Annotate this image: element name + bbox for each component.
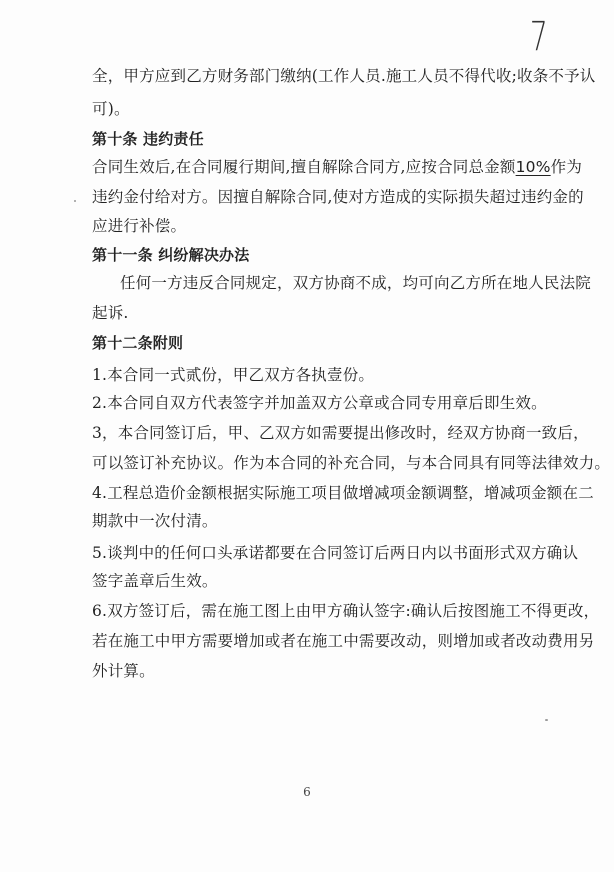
text-line: 可)。 [92, 100, 130, 118]
text-line [92, 157, 582, 177]
text-line: 应进行补偿。 [92, 217, 187, 235]
text-line: 可以签订补充协议。作为本合同的补充合同，与本合同具有同等法律效力。 [92, 454, 611, 472]
clause-6: 6.双方签订后，需在施工图上由甲方确认签字:确认后按图施工不得更改， [92, 602, 600, 620]
section-heading-10: 第十条 违约责任 [92, 130, 204, 148]
clause-2: 2.本合同自双方代表签字并加盖双方公章或合同专用章后即生效。 [92, 394, 547, 412]
text-line: 全，甲方应到乙方财务部门缴纳(工作人员.施工人员不得代收;收条不予认 [92, 67, 596, 85]
penalty-percentage: 10% [515, 158, 551, 176]
handwritten-page-mark: 7 [529, 14, 548, 60]
page-number: 6 [303, 785, 311, 799]
clause-3: 3，本合同签订后，甲、乙双方如需要提出修改时，经双方协商一致后， [92, 424, 589, 442]
text-line: 任何一方违反合同规定，双方协商不成，均可向乙方所在地人民法院 [120, 274, 592, 292]
section-heading-11: 第十一条 纠纷解决办法 [92, 246, 250, 264]
text-segment: 合同生效后,在合同履行期间,擅自解除合同方,应按合同总金额 [92, 158, 516, 176]
text-line: 起诉. [92, 304, 129, 322]
text-segment: 作为 [550, 158, 583, 176]
text-line: 若在施工中甲方需要增加或者在施工中需要改动，则增加或者改动费用另 [92, 632, 595, 650]
text-line: 签字盖章后生效。 [92, 572, 218, 590]
text-line: 外计算。 [92, 662, 155, 680]
text-line: 违约金付给对方。因擅自解除合同,使对方造成的实际损失超过违约金的 [92, 188, 584, 206]
text-line: 期款中一次付清。 [92, 512, 218, 530]
scan-speck [545, 719, 548, 721]
section-heading-12: 第十二条附则 [92, 334, 184, 352]
clause-4: 4.工程总造价金额根据实际施工项目做增减项金额调整，增减项金额在二 [92, 484, 594, 502]
clause-5: 5.谈判中的任何口头承诺都要在合同签订后两日内以书面形式双方确认 [92, 544, 579, 562]
scan-speck [74, 200, 76, 202]
clause-1: 1.本合同一式贰份，甲乙双方各执壹份。 [92, 366, 375, 384]
